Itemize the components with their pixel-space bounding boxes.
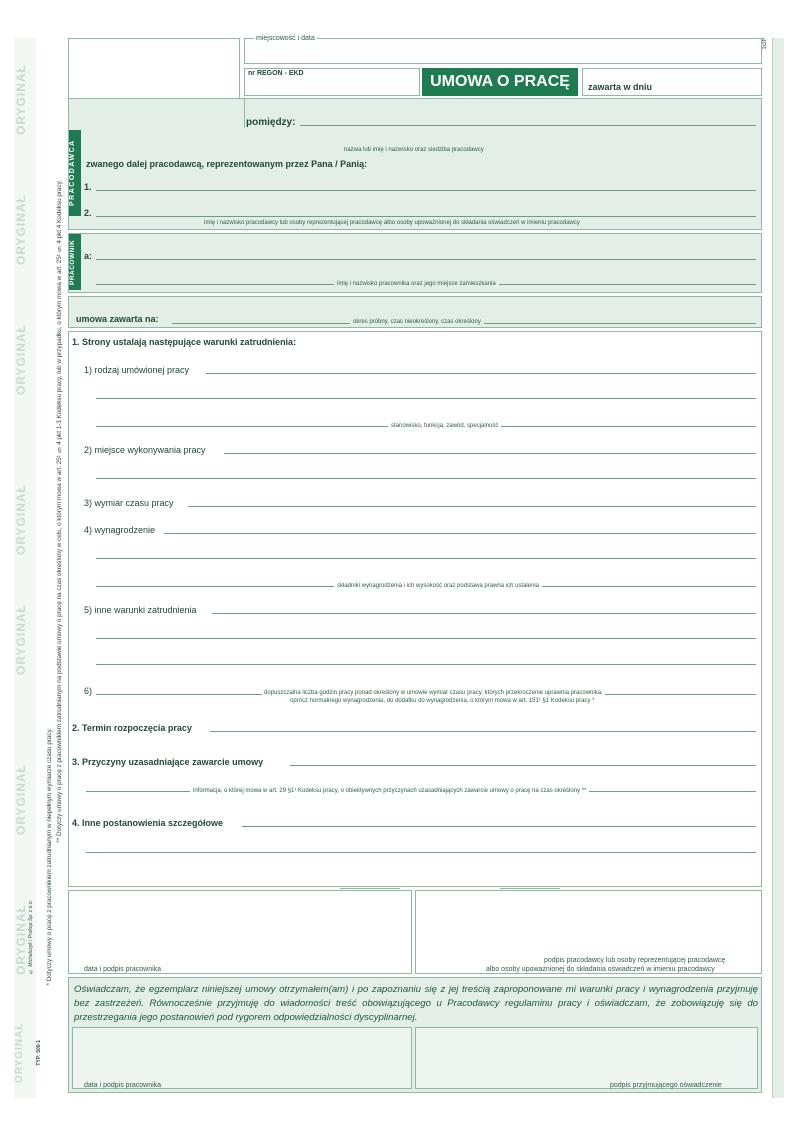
pay-label: 4) wynagrodzenie	[84, 525, 156, 535]
start-date-line[interactable]	[210, 731, 756, 732]
employee-caption: imię i nazwisko pracownika oraz jego miejsce zamieszkania	[334, 281, 499, 287]
declaration-employee-caption: data i podpis pracownika	[84, 1082, 162, 1089]
regon-label: nr REGON - EKD	[248, 70, 304, 77]
contract-type-label: umowa zawarta na:	[76, 314, 159, 324]
watermark: ORYGINAŁ	[14, 604, 28, 676]
contract-type-caption: okres próbny, czas nieokreślony, czas określony	[350, 319, 484, 325]
employer-tab: PRACODAWCA	[69, 130, 81, 216]
publisher: © Michalczyk i Prokop Sp. z o.o.	[28, 900, 34, 975]
type-code: TYP: 500-1	[36, 1040, 42, 1066]
other-conditions-line-3[interactable]	[96, 664, 756, 665]
other-terms-line-1[interactable]	[242, 826, 756, 827]
declaration-employee-signature-box[interactable]	[72, 1027, 412, 1089]
work-kind-line-2[interactable]	[96, 398, 756, 399]
other-conditions-line-2[interactable]	[96, 638, 756, 639]
pay-line-2[interactable]	[96, 558, 756, 559]
rep-1-line[interactable]	[96, 190, 756, 191]
other-conditions-label: 5) inne warunki zatrudnienia	[84, 605, 197, 615]
work-place-line-2[interactable]	[96, 478, 756, 479]
work-place-label: 2) miejsce wykonywania pracy	[84, 445, 206, 455]
employee-tab: PRACOWNIK	[69, 234, 81, 290]
work-kind-line-1[interactable]	[206, 373, 756, 374]
employee-signature-caption: data i podpis pracownika	[84, 966, 162, 973]
concluded-label: zawarta w dniu	[588, 82, 653, 92]
document-title: UMOWA O PRACĘ	[422, 68, 578, 96]
watermark: ORYGINAŁ	[14, 904, 28, 976]
work-place-line-1[interactable]	[224, 453, 756, 454]
watermark: ORYGINAŁ	[14, 764, 28, 836]
work-kind-caption: stanowisko, funkcja, zawód, specjalność	[388, 423, 501, 429]
footnote-1: * Dotyczy umowy o pracę z pracownikiem zatrudnianym w niepełnym wymiarze czasu pracy.	[46, 728, 53, 986]
right-border	[772, 38, 784, 1098]
employee-and-label: a:	[84, 251, 93, 261]
employee-signature-box[interactable]	[68, 890, 412, 974]
rep-1-label: 1.	[84, 182, 92, 192]
corner-code: 1x2P	[762, 38, 768, 50]
rep-2-label: 2.	[84, 208, 92, 218]
reasons-line-1[interactable]	[290, 765, 756, 766]
other-terms-line-2[interactable]	[86, 852, 756, 853]
other-conditions-line-1[interactable]	[212, 613, 756, 614]
pay-line-1[interactable]	[164, 533, 756, 534]
work-time-label: 3) wymiar czasu pracy	[84, 498, 174, 508]
pay-caption: składniki wynagrodzenia i ich wysokość oraz podstawa prawna ich ustalenia	[334, 583, 542, 589]
rep-caption: imię i nazwisko pracodawcy lub osoby reprezentującej pracodawcę albo osoby upoważnionej do składania oświadczeń w imieniu pracodawcy	[204, 220, 580, 226]
employer-name-line[interactable]	[300, 125, 756, 126]
reasons-caption: informacja, o której mowa w art. 29 §1¹ Kodeksu pracy, o obiektywnych przyczynach uzasadniających zawarcie umowy o pracę na czas określony **	[190, 788, 589, 794]
watermark: ORYGINAŁ	[14, 1022, 25, 1083]
place-date-box[interactable]	[244, 38, 762, 64]
watermark: ORYGINAŁ	[14, 484, 28, 556]
rep-2-line[interactable]	[96, 216, 756, 217]
work-kind-label: 1) rodzaj umówionej pracy	[84, 365, 190, 375]
reasons-label: 3. Przyczyny uzasadniające zawarcie umowy	[72, 757, 264, 767]
represented-label: zwanego dalej pracodawcą, reprezentowanym przez Pana / Panią:	[86, 159, 368, 169]
employer-name-caption: nazwa lub imię i nazwisko oraz siedziba pracodawcy	[344, 147, 484, 153]
declaration-receiver-caption: podpis przyjmującego oświadczenie	[610, 1082, 722, 1089]
employee-line-1[interactable]	[96, 259, 756, 260]
other-terms-label: 4. Inne postanowienia szczegółowe	[72, 818, 224, 828]
between-label: pomiędzy:	[246, 117, 296, 128]
work-time-line[interactable]	[188, 506, 756, 507]
employer-signature-caption-2: albo osoby upoważnionej do składania oświadczeń w imieniu pracodawcy	[486, 966, 715, 973]
declaration-text: Oświadczam, że egzemplarz niniejszej umowy otrzymałem(am) i po zapoznaniu się z jej treścią zaproponowane mi warunki pracy i wynagrodzenia przyjmuję bez zastrzeżeń. Równocześnie przyjmuję do wiadomości treść obowiązującego u Pracodawcy regulaminu pracy i oświadczam, że zobowiązuję się do przestrzegania jego postanowień pod rygorem odpowiedzialności dyscyplinarnej.	[74, 984, 758, 1023]
hours-label: 6)	[84, 686, 93, 696]
watermark: ORYGINAŁ	[14, 194, 28, 266]
start-date-label: 2. Termin rozpoczęcia pracy	[72, 723, 192, 733]
footnote-2: ** Dotyczy umowy o pracę z pracownikiem zatrudnianym na podstawie umowy o pracę na czas określony w celu, o którym mowa w art. 25¹ § 4 pkt 1-3 Kodeksu pracy, lub w przypadku, o którym mowa w art. 25¹ § 4 pkt 4 Kodeksu pracy.	[56, 180, 63, 843]
hours-caption-1: dopuszczalna liczba godzin pracy ponad określony w umowie wymiar czasu pracy, których przekroczenie uprawnia pracownika,	[264, 690, 603, 696]
declaration-receiver-signature-box[interactable]	[415, 1027, 758, 1089]
place-date-label: miejscowość i data	[256, 35, 315, 42]
employer-signature-caption-1: podpis pracodawcy lub osoby reprezentującej pracodawcę	[544, 957, 726, 964]
watermark: ORYGINAŁ	[14, 324, 28, 396]
watermark: ORYGINAŁ	[14, 64, 28, 136]
hours-caption-2: oprócz normalnego wynagrodzenia, do dodatku do wynagrodzenia, o którym mowa w art. 151¹ §1 Kodeksu pracy *	[290, 698, 595, 704]
conditions-heading: 1. Strony ustalają następujące warunki zatrudnienia:	[72, 337, 297, 347]
